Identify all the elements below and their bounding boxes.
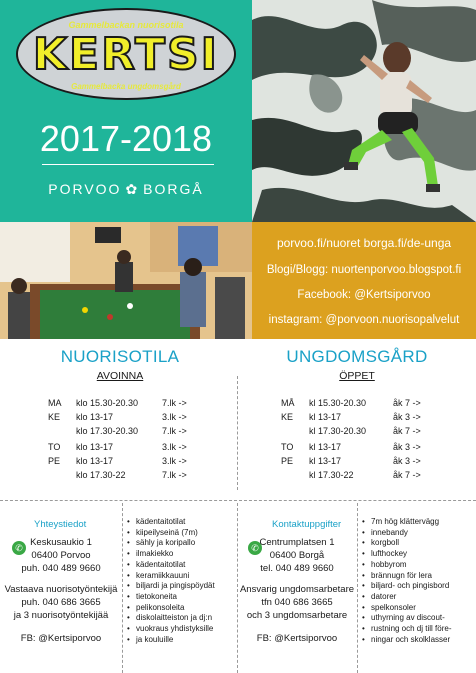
time-cell: klo 17.30-22 [76, 470, 126, 480]
list-item: • pelikonsoleita [127, 603, 235, 614]
fi-facebook[interactable]: FB: @Kertsiporvoo [20, 633, 102, 644]
list-item: • kädentaitotilat [127, 560, 235, 571]
list-item: • tietokoneita [127, 592, 235, 603]
blog-link[interactable]: Blogi/Blogg: nuortenporvoo.blogspot.fi [266, 264, 462, 276]
city-name-fi: PORVOO [48, 181, 122, 197]
fi-hours-subtitle: AVOINNA [96, 370, 144, 382]
facebook-link[interactable]: Facebook: @Kertsiporvoo [297, 289, 431, 301]
list-item: • korgboll [362, 538, 474, 549]
section-divider [0, 500, 476, 501]
list-item: • lufthockey [362, 549, 474, 560]
fi-staff-line2: ja 3 nuorisotyöntekijää [13, 610, 109, 621]
list-item: • hobbyrom [362, 560, 474, 571]
year-title: 2017-2018 [39, 118, 213, 159]
day-cell: PE [281, 456, 294, 466]
logo-top-text: Gammelbackan nuorisotila [68, 20, 184, 30]
website-links[interactable]: porvoo.fi/nuoret borga.fi/de-unga [276, 236, 452, 250]
list-item: • diskolaitteiston ja dj:n [127, 613, 235, 624]
sv-contact-divider [357, 503, 358, 673]
list-item: • ningar och skolklasser [362, 635, 474, 646]
sv-staff-phone: tfn 040 686 3665 [261, 597, 333, 608]
age-cell: åk 3 -> [393, 442, 421, 452]
time-cell: kl 15.30-20.30 [309, 398, 367, 408]
list-item: • 7m hög klättervägg [362, 517, 474, 528]
pool-room-illustration [0, 222, 252, 339]
sv-hours-subtitle: ÖPPET [339, 370, 375, 382]
day-cell: PE [48, 456, 61, 466]
fi-contact-title: Yhteystiedot [34, 519, 87, 530]
fi-hours-title: NUORISOTILA [60, 347, 180, 366]
city-flower-icon: ✿ [125, 181, 140, 197]
sv-contact-title: Kontaktuppgifter [272, 519, 342, 530]
list-item: • innebandy [362, 528, 474, 539]
list-item: • spelkonsoler [362, 603, 474, 614]
time-cell: klo 17.30-20.30 [76, 426, 139, 436]
logo-bottom-text: Gammelbacka ungdomsgård [71, 82, 181, 91]
list-item: • vuokraus yhdistyksille [127, 624, 235, 635]
list-item: • biljard- och pingisbord [362, 581, 474, 592]
day-cell: KE [48, 412, 61, 422]
list-item: • keramiikkauuni [127, 571, 235, 582]
day-cell: KE [281, 412, 294, 422]
time-cell: kl 17.30-22 [309, 470, 354, 480]
age-cell: åk 7 -> [393, 470, 421, 480]
list-item: • datorer [362, 592, 474, 603]
time-cell: kl 17.30-20.30 [309, 426, 367, 436]
city-name-sv: BORGÅ [143, 181, 204, 197]
fi-phone: puh. 040 489 9660 [21, 563, 101, 574]
climbing-wall-illustration [252, 0, 476, 222]
fi-staff-line1: Vastaava nuorisotyöntekijä [4, 584, 118, 595]
time-cell: kl 13-17 [309, 442, 342, 452]
list-item: • uthyrning av discout- [362, 613, 474, 624]
phone-icon: ✆ [12, 541, 26, 555]
fi-address-line2: 06400 Porvoo [31, 550, 91, 561]
fi-staff-phone: puh. 040 686 3665 [21, 597, 101, 608]
age-cell: åk 7 -> [393, 398, 421, 408]
day-cell: TO [48, 442, 61, 452]
age-cell: 3.lk -> [162, 456, 187, 466]
sv-hours-title: UNGDOMSGÅRD [286, 347, 428, 366]
age-cell: åk 7 -> [393, 426, 421, 436]
list-item: • brännugn för lera [362, 571, 474, 582]
time-cell: kl 13-17 [309, 456, 342, 466]
time-cell: klo 15.30-20.30 [76, 398, 139, 408]
age-cell: 7.lk -> [162, 470, 187, 480]
age-cell: 7.lk -> [162, 398, 187, 408]
age-cell: 7.lk -> [162, 426, 187, 436]
instagram-link[interactable]: instagram: @porvoon.nuorisopalvelut [268, 314, 460, 326]
time-cell: klo 13-17 [76, 456, 114, 466]
sv-facebook[interactable]: FB: @Kertsiporvoo [256, 633, 338, 644]
year-divider [42, 164, 214, 165]
sv-address-line1: Centrumplatsen 1 [259, 537, 335, 548]
day-cell: MA [48, 398, 62, 408]
list-item: • ilmakiekko [127, 549, 235, 560]
fi-address-line1: Keskusaukio 1 [30, 537, 92, 548]
time-cell: klo 13-17 [76, 412, 114, 422]
day-cell: TO [281, 442, 294, 452]
time-cell: kl 13-17 [309, 412, 342, 422]
fi-contact-divider [122, 503, 123, 673]
sv-staff-line2: och 3 ungdomsarbetare [246, 610, 348, 621]
header-panel [0, 0, 252, 222]
city-logo [0, 181, 252, 198]
hours-divider [237, 376, 238, 490]
day-cell: MÅ [281, 398, 295, 408]
climbing-wall-photo [252, 0, 476, 222]
logo-main-text: KERTSI [32, 29, 220, 80]
fi-activities-list [127, 517, 235, 645]
sv-activities-list [362, 517, 474, 645]
age-cell: åk 3 -> [393, 456, 421, 466]
age-cell: åk 3 -> [393, 412, 421, 422]
list-item: • biljardi ja pingispöydät [127, 581, 235, 592]
kertsi-logo [16, 8, 236, 100]
list-item: • kiipeilyseinä (7m) [127, 528, 235, 539]
pool-table-photo [0, 222, 252, 339]
list-item: • ja kouluille [127, 635, 235, 646]
info-panel [252, 222, 476, 339]
sv-address-line2: 06400 Borgå [269, 550, 325, 561]
list-item: • kädentaitotilat [127, 517, 235, 528]
time-cell: klo 13-17 [76, 442, 114, 452]
sv-staff-line1: Ansvarig ungdomsarbetare [239, 584, 355, 595]
sv-phone: tel. 040 489 9660 [260, 563, 334, 574]
age-cell: 3.lk -> [162, 442, 187, 452]
phone-icon: ✆ [248, 541, 262, 555]
list-item: • sähly ja koripallo [127, 538, 235, 549]
age-cell: 3.lk -> [162, 412, 187, 422]
list-item: • rustning och dj till före- [362, 624, 474, 635]
